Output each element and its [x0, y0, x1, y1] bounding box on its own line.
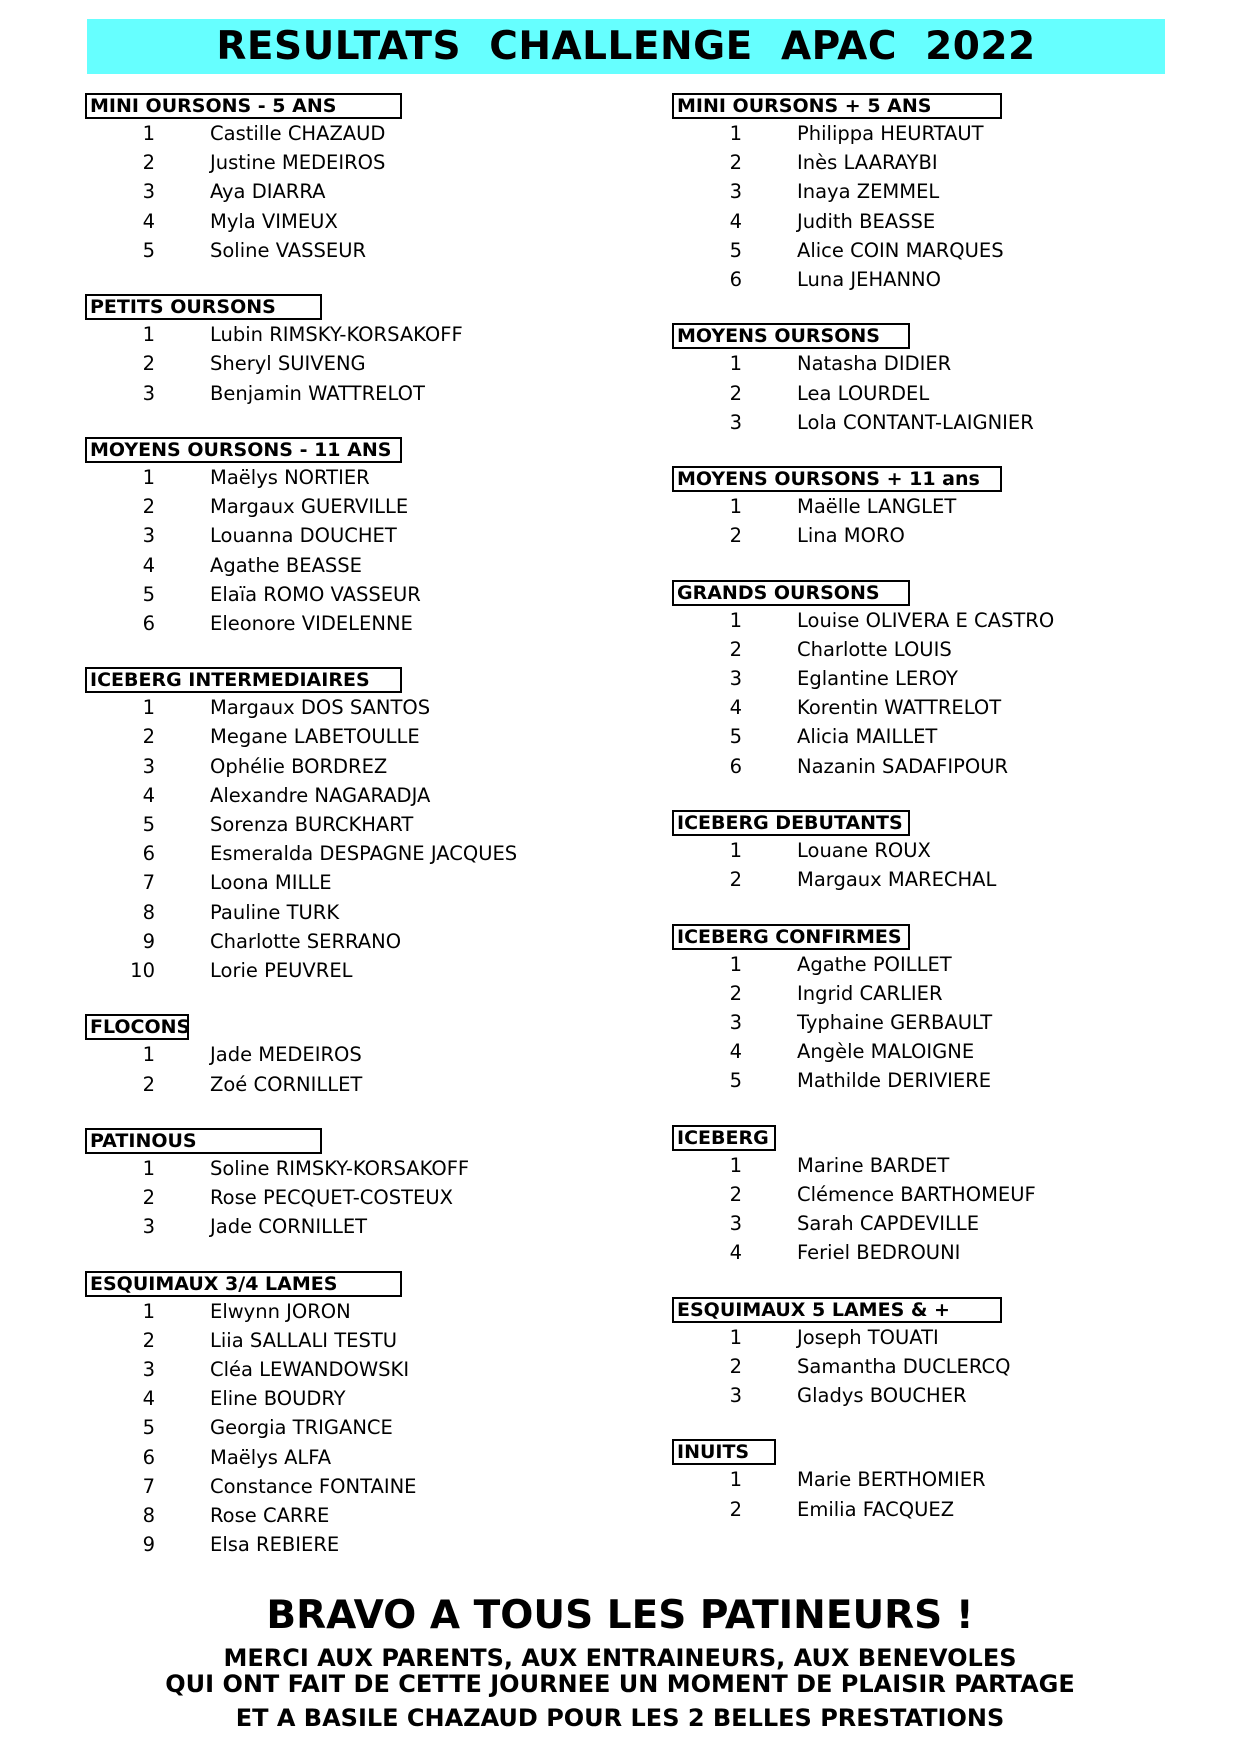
- skater-name: Typhaine GERBAULT: [797, 1010, 993, 1034]
- result-row: [672, 1008, 1054, 1037]
- category-block: [672, 1297, 1054, 1411]
- result-rank: 6: [142, 611, 155, 635]
- skater-name: Charlotte LOUIS: [797, 637, 952, 661]
- result-row: [85, 810, 517, 839]
- skater-name: Margaux MARECHAL: [797, 868, 997, 892]
- category-title: GRANDS OURSONS: [672, 580, 910, 606]
- result-row: [672, 1037, 1054, 1066]
- result-rank: 5: [142, 238, 155, 262]
- result-row: [672, 1066, 1054, 1095]
- skater-name: Joseph TOUATI: [797, 1325, 939, 1349]
- skater-name: Lina MORO: [797, 524, 905, 548]
- result-row: [672, 1180, 1054, 1209]
- skater-name: Ingrid CARLIER: [797, 981, 943, 1005]
- skater-name: Samantha DUCLERCQ: [797, 1354, 1011, 1378]
- result-row: [672, 492, 1054, 521]
- skater-name: Luna JEHANNO: [797, 268, 941, 292]
- result-rank: 3: [729, 1212, 742, 1236]
- skater-name: Eglantine LEROY: [797, 667, 958, 691]
- footer-line-1: MERCI AUX PARENTS, AUX ENTRAINEURS, AUX BENEVOLES: [223, 1644, 1017, 1672]
- skater-name: Esmeralda DESPAGNE JACQUES: [210, 842, 518, 866]
- skater-name: Lea LOURDEL: [797, 381, 930, 405]
- result-row: [85, 839, 517, 868]
- result-rank: 3: [142, 524, 155, 548]
- result-rank: 6: [142, 1445, 155, 1469]
- result-rank: 4: [142, 209, 155, 233]
- category-title: MINI OURSONS - 5 ANS: [85, 93, 402, 119]
- skater-name: Liia SALLALI TESTU: [210, 1328, 398, 1352]
- result-row: [672, 1495, 1054, 1524]
- result-row: [85, 609, 517, 638]
- result-rank: 4: [729, 1040, 742, 1064]
- result-row: [672, 379, 1054, 408]
- skater-name: Margaux GUERVILLE: [210, 495, 409, 519]
- result-row: [672, 1238, 1054, 1267]
- result-rank: 6: [142, 842, 155, 866]
- result-row: [85, 1472, 517, 1501]
- skater-name: Eleonore VIDELENNE: [210, 611, 413, 635]
- skater-name: Sheryl SUIVENG: [210, 352, 366, 376]
- result-row: [672, 635, 1054, 664]
- skater-name: Elwynn JORON: [210, 1299, 351, 1323]
- result-row: [85, 781, 517, 810]
- result-row: [85, 1443, 517, 1472]
- category-block: [85, 93, 517, 265]
- result-row: [672, 119, 1054, 148]
- result-row: [85, 1384, 517, 1413]
- result-row: [672, 408, 1054, 437]
- result-row: [672, 349, 1054, 378]
- skater-name: Louise OLIVERA E CASTRO: [797, 608, 1055, 632]
- skater-name: Philippa HEURTAUT: [797, 122, 984, 146]
- category-block: [85, 294, 517, 408]
- result-row: [85, 1040, 517, 1069]
- category-title: ICEBERG INTERMEDIAIRES: [85, 667, 402, 693]
- skater-name: Inès LAARAYBI: [797, 151, 938, 175]
- result-row: [85, 463, 517, 492]
- category-block: [85, 1128, 517, 1242]
- result-row: [85, 521, 517, 550]
- result-rank: 2: [142, 495, 155, 519]
- skater-name: Rose PECQUET-COSTEUX: [210, 1186, 453, 1210]
- skater-name: Natasha DIDIER: [797, 352, 952, 376]
- result-row: [85, 119, 517, 148]
- result-rank: 2: [142, 725, 155, 749]
- result-rank: 2: [142, 151, 155, 175]
- result-row: [85, 1501, 517, 1530]
- footer-headline: BRAVO A TOUS LES PATINEURS !: [266, 1593, 974, 1638]
- result-rank: 1: [142, 465, 155, 489]
- result-rank: 1: [729, 1325, 742, 1349]
- skater-name: Constance FONTAINE: [210, 1474, 417, 1498]
- skater-name: Sorenza BURCKHART: [210, 813, 414, 837]
- result-row: [85, 1355, 517, 1384]
- result-row: [85, 580, 517, 609]
- result-rank: 6: [729, 268, 742, 292]
- result-row: [672, 1465, 1054, 1494]
- result-rank: 4: [729, 1241, 742, 1265]
- category-title: ICEBERG CONFIRMES: [672, 924, 910, 950]
- result-row: [85, 1413, 517, 1442]
- result-row: [672, 865, 1054, 894]
- category-title: INUITS: [672, 1439, 776, 1465]
- result-rank: 5: [142, 813, 155, 837]
- skater-name: Jade MEDEIROS: [210, 1043, 362, 1067]
- result-rank: 1: [142, 323, 155, 347]
- skater-name: Feriel BEDROUNI: [797, 1241, 961, 1265]
- result-row: [85, 752, 517, 781]
- result-row: [85, 1212, 517, 1241]
- category-block: [672, 1125, 1054, 1268]
- result-rank: 1: [729, 352, 742, 376]
- result-row: [85, 1297, 517, 1326]
- result-row: [85, 177, 517, 206]
- result-rank: 3: [142, 180, 155, 204]
- skater-name: Judith BEASSE: [797, 209, 936, 233]
- skater-name: Castille CHAZAUD: [210, 122, 386, 146]
- result-rank: 4: [142, 1387, 155, 1411]
- result-rank: 2: [729, 381, 742, 405]
- result-rank: 8: [142, 1503, 155, 1527]
- result-rank: 1: [142, 1299, 155, 1323]
- skater-name: Korentin WATTRELOT: [797, 696, 1002, 720]
- result-row: [672, 950, 1054, 979]
- page-title: RESULTATS CHALLENGE APAC 2022: [87, 19, 1165, 74]
- result-rank: 5: [142, 582, 155, 606]
- skater-name: Rose CARRE: [210, 1503, 330, 1527]
- result-row: [85, 148, 517, 177]
- result-rank: 1: [729, 495, 742, 519]
- result-row: [85, 236, 517, 265]
- result-row: [672, 1151, 1054, 1180]
- skater-name: Soline VASSEUR: [210, 238, 367, 262]
- skater-name: Maëlys ALFA: [210, 1445, 332, 1469]
- result-rank: 2: [729, 1354, 742, 1378]
- category-block: [672, 466, 1054, 550]
- result-row: [85, 927, 517, 956]
- result-rank: 5: [729, 725, 742, 749]
- skater-name: Megane LABETOULLE: [210, 725, 420, 749]
- result-row: [85, 1530, 517, 1559]
- category-title: MOYENS OURSONS + 11 ans: [672, 466, 1002, 492]
- result-rank: 5: [729, 238, 742, 262]
- skater-name: Justine MEDEIROS: [210, 151, 386, 175]
- category-block: [672, 924, 1054, 1096]
- skater-name: Agathe POILLET: [797, 952, 952, 976]
- result-row: [672, 1209, 1054, 1238]
- result-row: [672, 606, 1054, 635]
- skater-name: Lorie PEUVREL: [210, 958, 353, 982]
- result-rank: 4: [729, 209, 742, 233]
- result-row: [85, 349, 517, 378]
- result-row: [85, 868, 517, 897]
- result-rank: 2: [142, 1072, 155, 1096]
- result-row: [85, 1183, 517, 1212]
- skater-name: Inaya ZEMMEL: [797, 180, 940, 204]
- result-rank: 1: [729, 1153, 742, 1177]
- result-rank: 1: [729, 122, 742, 146]
- skater-name: Margaux DOS SANTOS: [210, 696, 431, 720]
- result-rank: 2: [729, 1497, 742, 1521]
- result-rank: 3: [142, 754, 155, 778]
- result-row: [672, 722, 1054, 751]
- result-rank: 3: [142, 381, 155, 405]
- result-rank: 2: [729, 1182, 742, 1206]
- result-row: [672, 1381, 1054, 1410]
- result-row: [672, 207, 1054, 236]
- skater-name: Clémence BARTHOMEUF: [797, 1182, 1036, 1206]
- left-column: [85, 93, 517, 1588]
- skater-name: Elaïa ROMO VASSEUR: [210, 582, 421, 606]
- result-rank: 7: [142, 871, 155, 895]
- result-rank: 6: [729, 754, 742, 778]
- result-row: [85, 492, 517, 521]
- result-rank: 1: [729, 839, 742, 863]
- result-rank: 2: [729, 151, 742, 175]
- result-row: [85, 898, 517, 927]
- result-rank: 9: [142, 929, 155, 953]
- skater-name: Mathilde DERIVIERE: [797, 1069, 992, 1093]
- skater-name: Emilia FACQUEZ: [797, 1497, 955, 1521]
- skater-name: Gladys BOUCHER: [797, 1384, 967, 1408]
- result-row: [672, 177, 1054, 206]
- skater-name: Alexandre NAGARADJA: [210, 783, 431, 807]
- result-row: [85, 207, 517, 236]
- skater-name: Charlotte SERRANO: [210, 929, 402, 953]
- category-block: [672, 93, 1054, 294]
- category-block: [672, 810, 1054, 894]
- result-row: [85, 379, 517, 408]
- result-row: [672, 979, 1054, 1008]
- skater-name: Georgia TRIGANCE: [210, 1416, 393, 1440]
- skater-name: Nazanin SADAFIPOUR: [797, 754, 1009, 778]
- skater-name: Elsa REBIERE: [210, 1533, 340, 1557]
- result-row: [85, 550, 517, 579]
- skater-name: Aya DIARRA: [210, 180, 326, 204]
- result-rank: 1: [729, 608, 742, 632]
- skater-name: Eline BOUDRY: [210, 1387, 346, 1411]
- result-row: [85, 956, 517, 985]
- result-rank: 3: [142, 1358, 155, 1382]
- result-rank: 3: [142, 1215, 155, 1239]
- category-title: MINI OURSONS + 5 ANS: [672, 93, 1002, 119]
- skater-name: Cléa LEWANDOWSKI: [210, 1358, 410, 1382]
- skater-name: Loona MILLE: [210, 871, 332, 895]
- skater-name: Lubin RIMSKY-KORSAKOFF: [210, 323, 463, 347]
- result-rank: 2: [729, 637, 742, 661]
- category-title: PETITS OURSONS: [85, 294, 322, 320]
- result-row: [672, 752, 1054, 781]
- skater-name: Sarah CAPDEVILLE: [797, 1212, 980, 1236]
- skater-name: Angèle MALOIGNE: [797, 1040, 975, 1064]
- skater-name: Maëlle LANGLET: [797, 495, 957, 519]
- result-row: [672, 1352, 1054, 1381]
- result-rank: 3: [729, 180, 742, 204]
- skater-name: Louanna DOUCHET: [210, 524, 397, 548]
- skater-name: Alice COIN MARQUES: [797, 238, 1004, 262]
- result-rank: 3: [729, 1384, 742, 1408]
- category-title: ESQUIMAUX 5 LAMES & +: [672, 1297, 1002, 1323]
- result-row: [672, 664, 1054, 693]
- category-title: MOYENS OURSONS - 11 ANS: [85, 437, 402, 463]
- skater-name: Zoé CORNILLET: [210, 1072, 363, 1096]
- result-rank: 2: [729, 981, 742, 1005]
- result-row: [85, 1154, 517, 1183]
- skater-name: Jade CORNILLET: [210, 1215, 368, 1239]
- result-rank: 2: [142, 352, 155, 376]
- category-title: ICEBERG DEBUTANTS: [672, 810, 910, 836]
- skater-name: Soline RIMSKY-KORSAKOFF: [210, 1156, 470, 1180]
- category-block: [85, 667, 517, 985]
- result-rank: 3: [729, 410, 742, 434]
- result-rank: 2: [142, 1328, 155, 1352]
- result-row: [672, 521, 1054, 550]
- footer-line-3: ET A BASILE CHAZAUD POUR LES 2 BELLES PRESTATIONS: [235, 1704, 1005, 1732]
- result-rank: 1: [729, 952, 742, 976]
- category-block: [672, 580, 1054, 781]
- result-rank: 3: [729, 667, 742, 691]
- result-rank: 2: [729, 524, 742, 548]
- category-title: FLOCONS: [85, 1014, 189, 1040]
- category-block: [85, 437, 517, 638]
- skater-name: Benjamin WATTRELOT: [210, 381, 425, 405]
- skater-name: Myla VIMEUX: [210, 209, 338, 233]
- result-rank: 3: [729, 1010, 742, 1034]
- result-row: [672, 836, 1054, 865]
- category-title: ICEBERG: [672, 1125, 776, 1151]
- category-title: ESQUIMAUX 3/4 LAMES: [85, 1271, 402, 1297]
- footer-line-2: QUI ONT FAIT DE CETTE JOURNEE UN MOMENT DE PLAISIR PARTAGE: [165, 1670, 1075, 1698]
- category-block: [85, 1014, 517, 1098]
- result-rank: 7: [142, 1474, 155, 1498]
- result-row: [85, 1326, 517, 1355]
- category-title: MOYENS OURSONS: [672, 323, 910, 349]
- skater-name: Maëlys NORTIER: [210, 465, 370, 489]
- result-row: [672, 236, 1054, 265]
- category-block: [672, 1439, 1054, 1523]
- result-rank: 10: [130, 958, 155, 982]
- result-row: [85, 722, 517, 751]
- result-rank: 1: [729, 1468, 742, 1492]
- result-rank: 2: [729, 868, 742, 892]
- skater-name: Lola CONTANT-LAIGNIER: [797, 410, 1034, 434]
- result-rank: 2: [142, 1186, 155, 1210]
- skater-name: Louane ROUX: [797, 839, 931, 863]
- result-row: [85, 1069, 517, 1098]
- result-rank: 1: [142, 122, 155, 146]
- category-block: [672, 323, 1054, 437]
- result-rank: 5: [142, 1416, 155, 1440]
- skater-name: Alicia MAILLET: [797, 725, 938, 749]
- result-rank: 5: [729, 1069, 742, 1093]
- result-row: [85, 320, 517, 349]
- result-rank: 9: [142, 1533, 155, 1557]
- skater-name: Ophélie BORDREZ: [210, 754, 388, 778]
- result-rank: 1: [142, 696, 155, 720]
- result-row: [672, 1323, 1054, 1352]
- skater-name: Pauline TURK: [210, 900, 340, 924]
- skater-name: Marine BARDET: [797, 1153, 950, 1177]
- result-rank: 1: [142, 1156, 155, 1180]
- skater-name: Agathe BEASSE: [210, 553, 362, 577]
- result-rank: 8: [142, 900, 155, 924]
- result-row: [672, 148, 1054, 177]
- result-rank: 1: [142, 1043, 155, 1067]
- result-rank: 4: [729, 696, 742, 720]
- result-row: [85, 693, 517, 722]
- result-row: [672, 693, 1054, 722]
- result-rank: 4: [142, 783, 155, 807]
- right-column: [672, 93, 1054, 1553]
- skater-name: Marie BERTHOMIER: [797, 1468, 986, 1492]
- result-row: [672, 265, 1054, 294]
- category-title: PATINOUS: [85, 1128, 322, 1154]
- result-rank: 4: [142, 553, 155, 577]
- category-block: [85, 1271, 517, 1560]
